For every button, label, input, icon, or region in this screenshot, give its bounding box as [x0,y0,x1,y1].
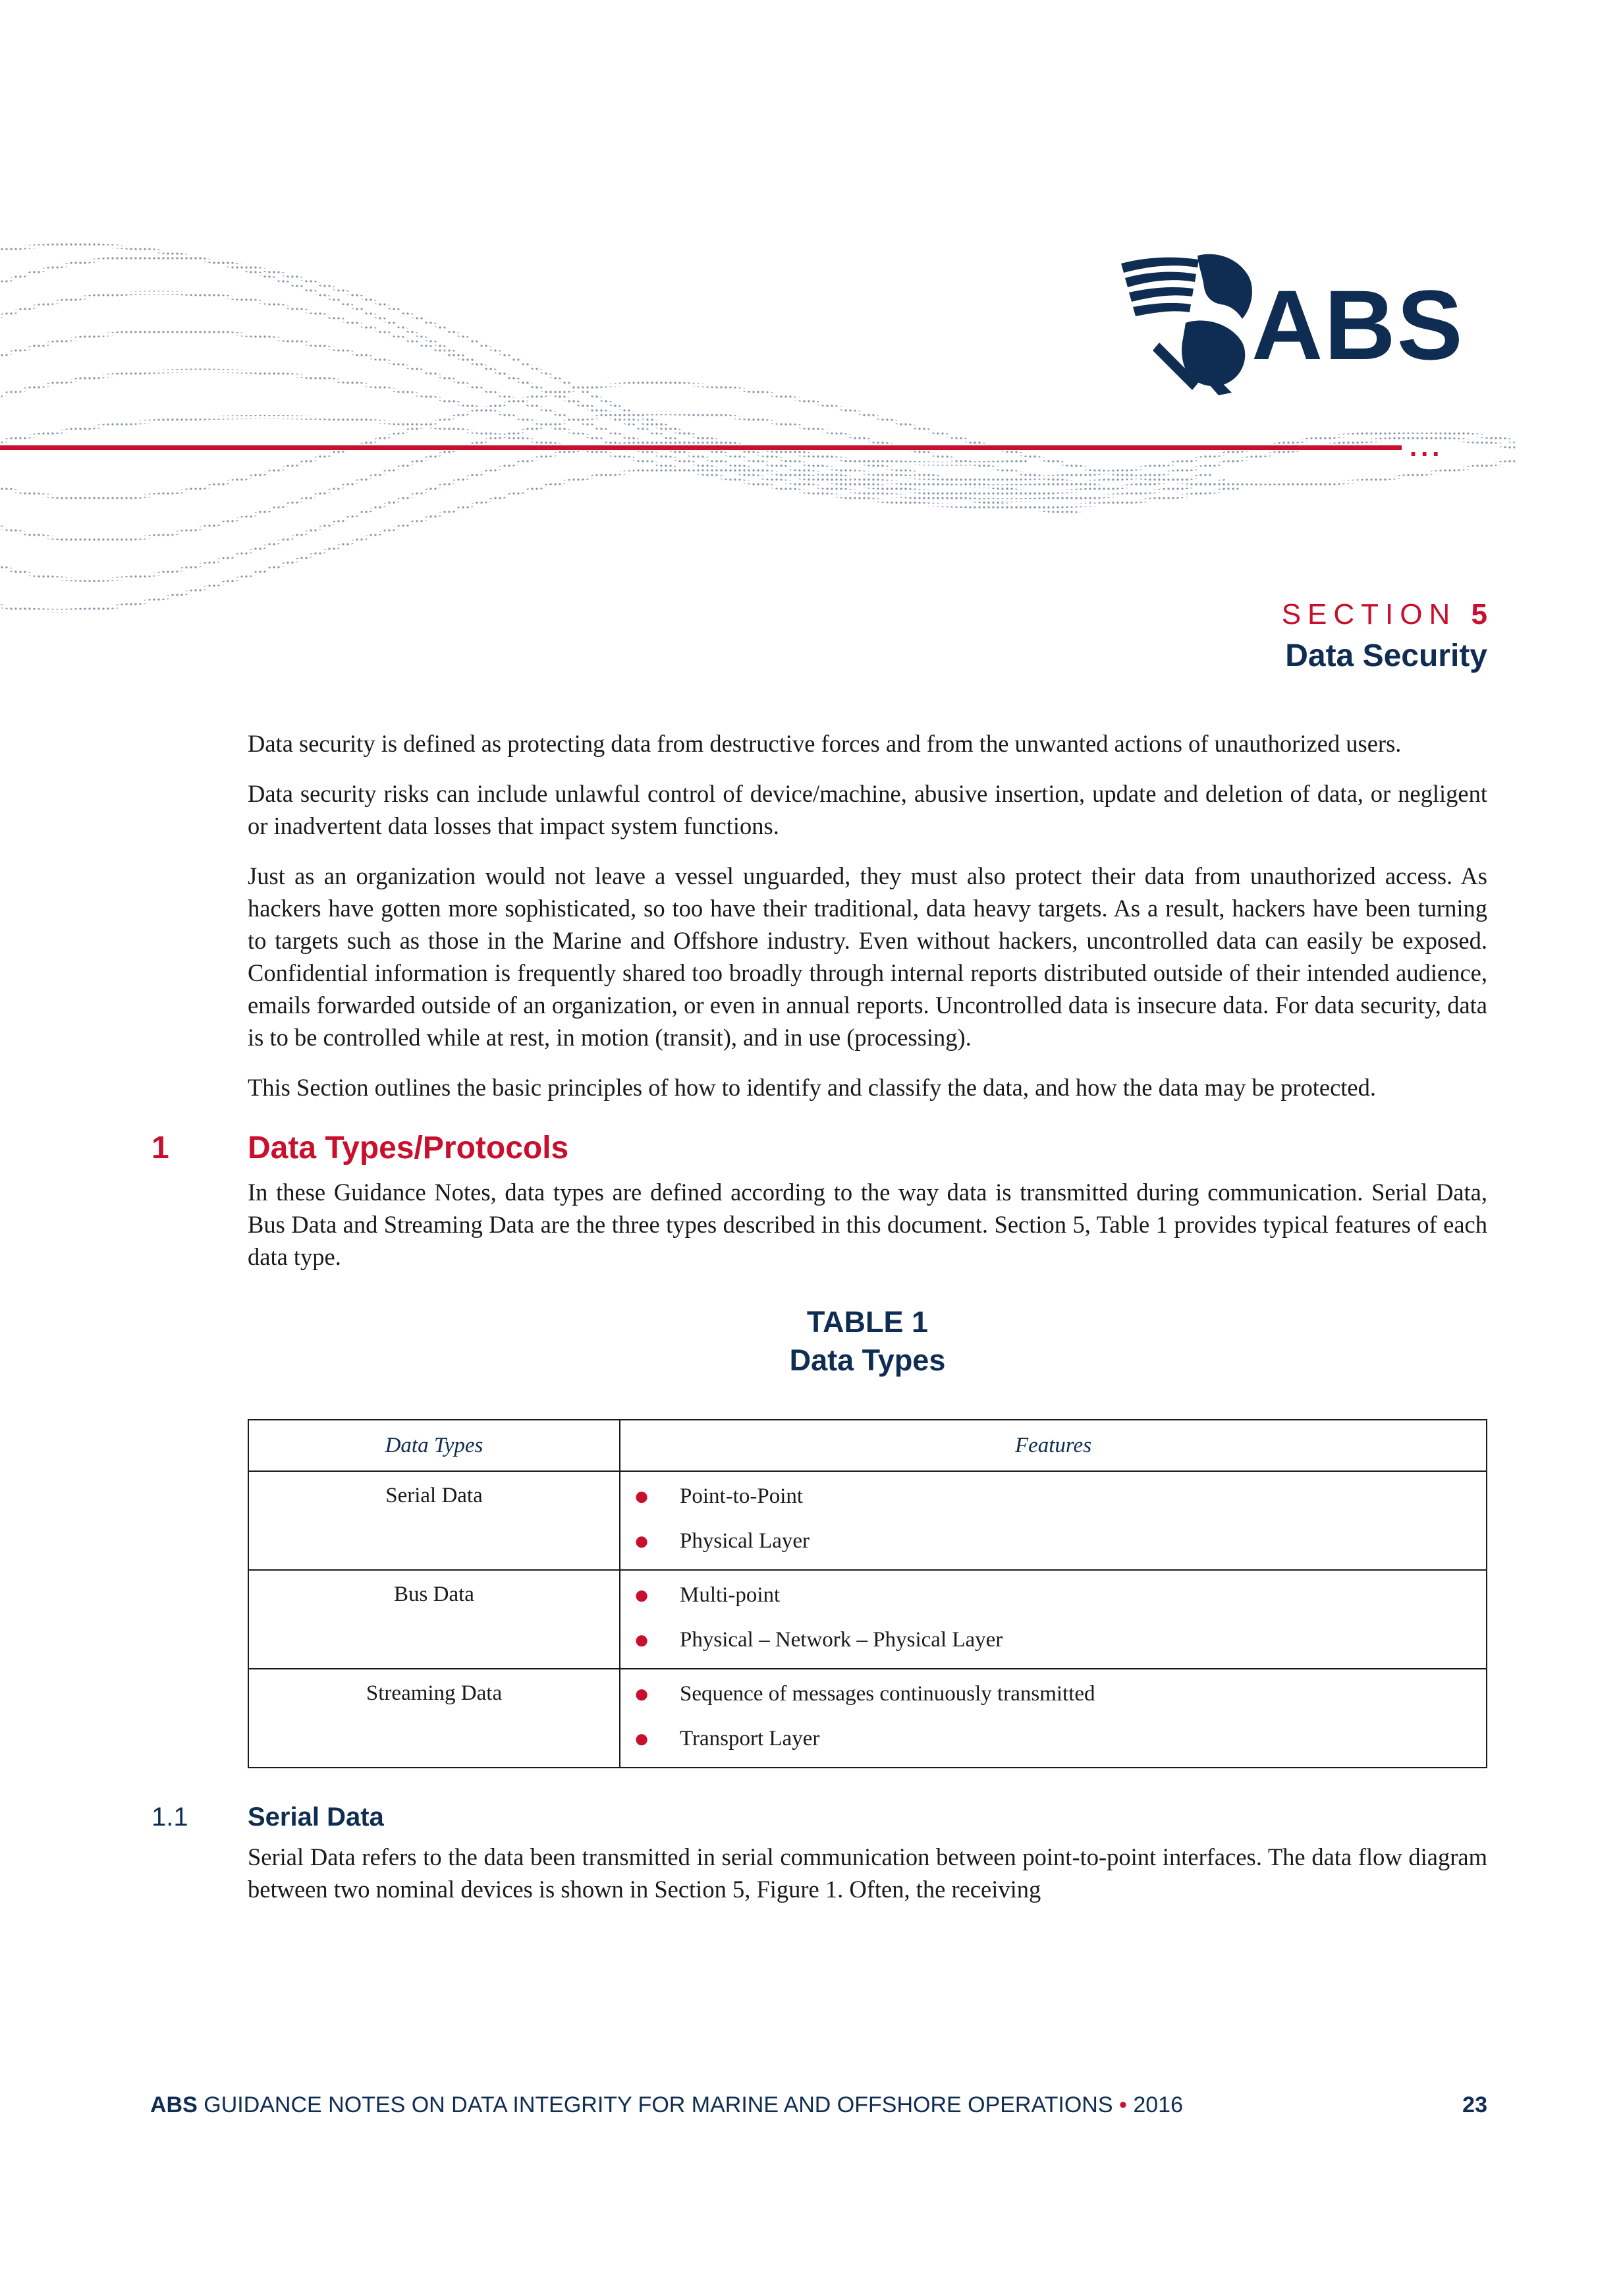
heading-data-types-protocols [151,1129,1487,1168]
table-cell-type: Bus Data [248,1570,620,1669]
intro-paragraph-3: Just as an organization would not leave a vessel unguarded, they must also protect their data from unauthorized access. As hackers have gotten more sophisticated, so too have their traditional, data heavy targets. As a result, hackers have been turning to targets such as those in the Marine and Offshore industry. Even without hackers, uncontrolled data can easily be exposed. Confidential information is frequently shared too broadly through internal reports distributed outside of their intended audience, emails forwarded outside of an organization, or even in annual reports. Uncontrolled data is insecure data. For data security, data is to be controlled while at rest, in motion (transit), and in use (processing). [248,862,1487,1051]
section-label [1282,598,1487,631]
feature-text: Sequence of messages continuously transmitted [680,1682,1095,1706]
footer-year: 2016 [1133,2092,1183,2117]
feature-item [634,1526,1486,1556]
bullet-icon: ● [634,1526,650,1555]
table-caption-title: Data Types [789,1343,946,1377]
abs-logo-text: ABS [1252,269,1464,380]
heading-title: Data Types/Protocols [248,1131,569,1165]
heading-serial-data [151,1800,1487,1834]
feature-item [634,1580,1486,1610]
table-cell-type: Streaming Data [248,1669,620,1768]
feature-item [634,1625,1486,1655]
table-caption-number: TABLE 1 [806,1305,929,1339]
table-row [248,1471,1487,1570]
data-types-table [248,1419,1487,1768]
section-title: Data Security [1285,638,1487,673]
table-cell-features [620,1471,1487,1570]
feature-text: Physical – Network – Physical Layer [680,1628,1003,1652]
table-cell-features [620,1669,1487,1768]
table-header-row [248,1420,1487,1471]
bullet-icon: ● [634,1679,650,1708]
footer-brand: ABS [150,2092,198,2117]
table-header-features: Features [620,1420,1487,1471]
abs-logo [1120,250,1489,402]
feature-item [634,1481,1486,1511]
footer-separator: • [1119,2092,1127,2117]
table-row [248,1570,1487,1669]
intro-paragraph-4: This Section outlines the basic principles of how to identify and classify the data, and how the data may be protected. [248,1074,1377,1101]
page-footer [150,2092,1183,2118]
bullet-icon: ● [634,1625,650,1654]
table-caption [248,1303,1487,1380]
main-content [151,727,1487,1923]
table-cell-type: Serial Data [248,1471,620,1570]
intro-paragraph-2: Data security risks can include unlawful control of device/machine, abusive insertion, update and deletion of data, or negligent or inadvertent data losses that impact system functions. [248,780,1487,839]
page-number: 23 [1462,2092,1487,2117]
subheading-title: Serial Data [248,1803,384,1832]
table-header-data-types: Data Types [248,1420,620,1471]
serial-data-paragraph: Serial Data refers to the data been transmitted in serial communication between point-to-point interfaces. The data flow diagram between two nominal devices is shown in Section 5, Figure 1. Often, the receiving [248,1843,1487,1903]
feature-text: Physical Layer [680,1529,810,1553]
heading-number: 1 [151,1131,169,1165]
feature-text: Point-to-Point [680,1484,804,1508]
data-types-paragraph: In these Guidance Notes, data types are defined according to the way data is transmitted during communication. Serial Data, Bus Data and Streaming Data are the three types described in this document. Section 5, Table 1 provides typical features of each data type. [248,1179,1487,1270]
intro-paragraph-1: Data security is defined as protecting data from destructive forces and from the unwanted actions of unauthorized users. [248,730,1402,757]
table-cell-features [620,1570,1487,1669]
feature-item [634,1679,1486,1709]
section-label-word: SECTION [1281,598,1457,630]
bullet-icon: ● [634,1723,650,1753]
footer-title: GUIDANCE NOTES ON DATA INTEGRITY FOR MARINE AND OFFSHORE OPERATIONS [204,2092,1113,2117]
eagle-emblem-icon [1120,250,1258,395]
section-number: 5 [1471,598,1487,630]
header-red-dots: ... [1410,433,1444,462]
bullet-icon: ● [634,1580,650,1610]
header-red-rule [0,445,1402,450]
subheading-number: 1.1 [151,1803,188,1832]
feature-text: Multi-point [680,1583,781,1607]
table-row [248,1669,1487,1768]
feature-item [634,1723,1486,1754]
bullet-icon: ● [634,1481,650,1511]
feature-text: Transport Layer [680,1727,820,1750]
